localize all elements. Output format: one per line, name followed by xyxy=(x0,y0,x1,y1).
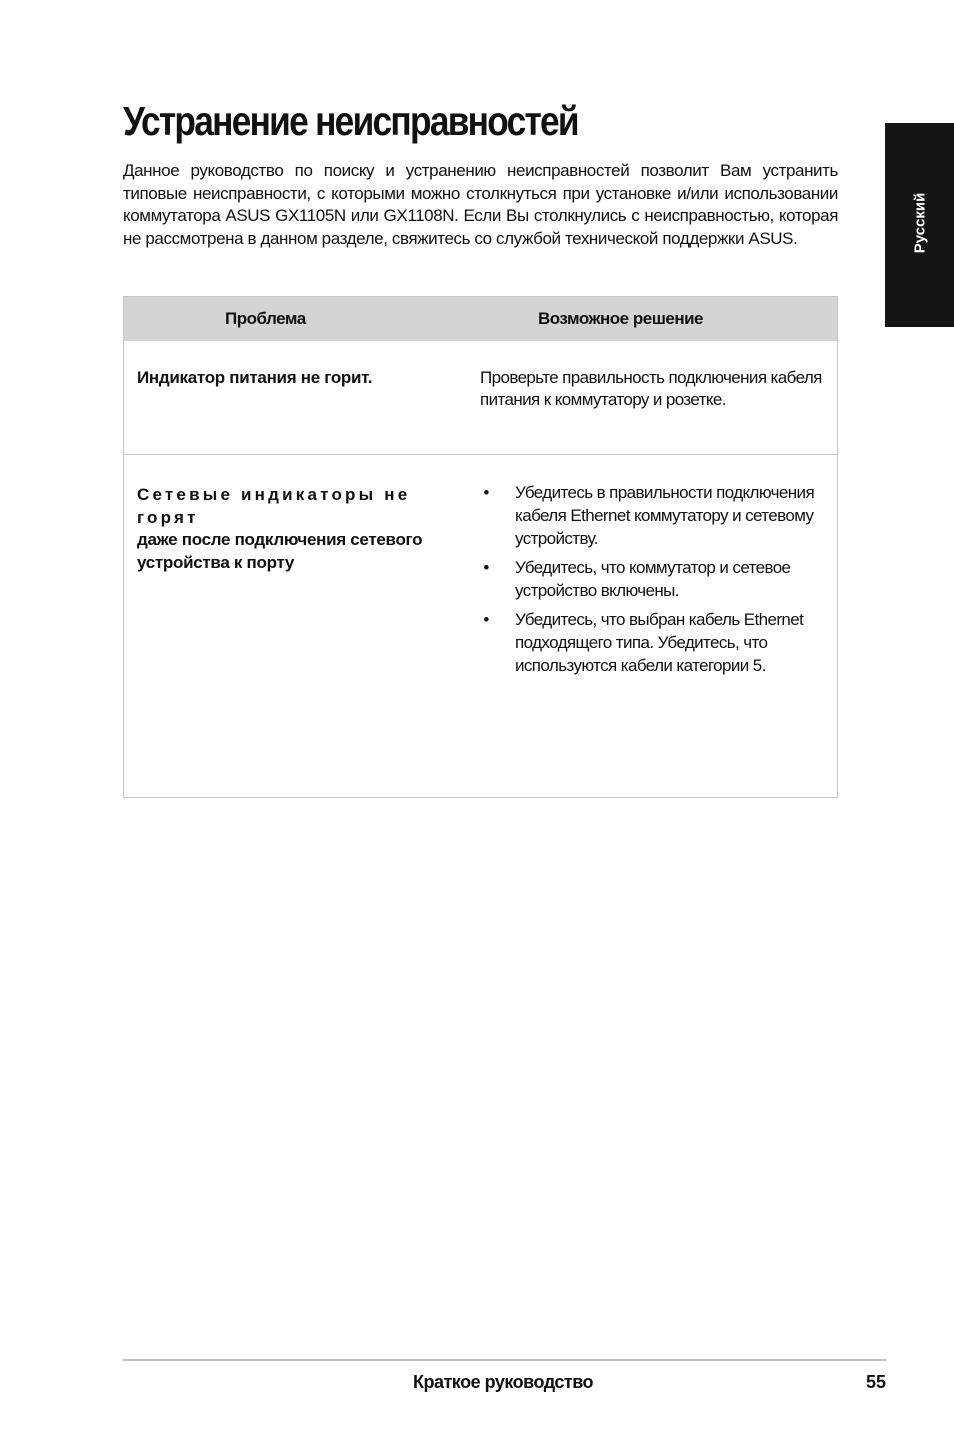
page-number: 55 xyxy=(866,1372,887,1392)
table-row xyxy=(124,456,837,797)
page-title: Устранение неисправностей xyxy=(123,98,578,144)
bullet-icon: • xyxy=(483,558,489,577)
list-item xyxy=(481,608,831,677)
list-item-text: Убедитесь в правильности подключения кабеля Ethernet коммутатору и сетевому устройству. xyxy=(515,483,815,548)
table-header xyxy=(124,297,837,341)
list-item-text: Убедитесь, что коммутатор и сетевое устройство включены. xyxy=(515,558,791,600)
bullet-icon: • xyxy=(483,610,489,629)
solution-list xyxy=(481,481,831,683)
header-problem: Проблема xyxy=(225,309,306,328)
problem-cell xyxy=(137,484,457,574)
problem-line-rest: даже после подключения сетевого устройства к порту xyxy=(137,530,423,572)
footer-divider xyxy=(123,1359,886,1361)
list-item xyxy=(481,556,831,602)
bullet-icon: • xyxy=(483,483,489,502)
solution-cell: Проверьте правильность подключения кабеля питания к коммутатору и розетке. xyxy=(480,368,822,409)
table-row xyxy=(124,341,837,455)
header-solution: Возможное решение xyxy=(538,309,703,328)
troubleshooting-table xyxy=(123,296,838,798)
language-tab xyxy=(885,123,954,327)
intro-paragraph: Данное руководство по поиску и устранению неисправностей позволит Вам устранить типовые неисправности, с которыми можно столкнуться при установке и/или использовании коммутатора ASUS GX1105N или GX1108N. Если Вы столкнулись с неисправностью, которая не рассмотрена в данном разделе, свяжитесь со службой технической поддержки ASUS. xyxy=(123,161,838,248)
language-tab-label: Русский xyxy=(911,192,928,254)
list-item-text: Убедитесь, что выбран кабель Ethernet подходящего типа. Убедитесь, что используются кабели категории 5. xyxy=(515,610,804,675)
problem-line-spaced: Сетевые индикаторы не горят xyxy=(137,485,411,527)
footer-title: Краткое руководство xyxy=(413,1372,594,1392)
problem-cell: Индикатор питания не горит. xyxy=(137,368,373,387)
list-item xyxy=(481,481,831,550)
